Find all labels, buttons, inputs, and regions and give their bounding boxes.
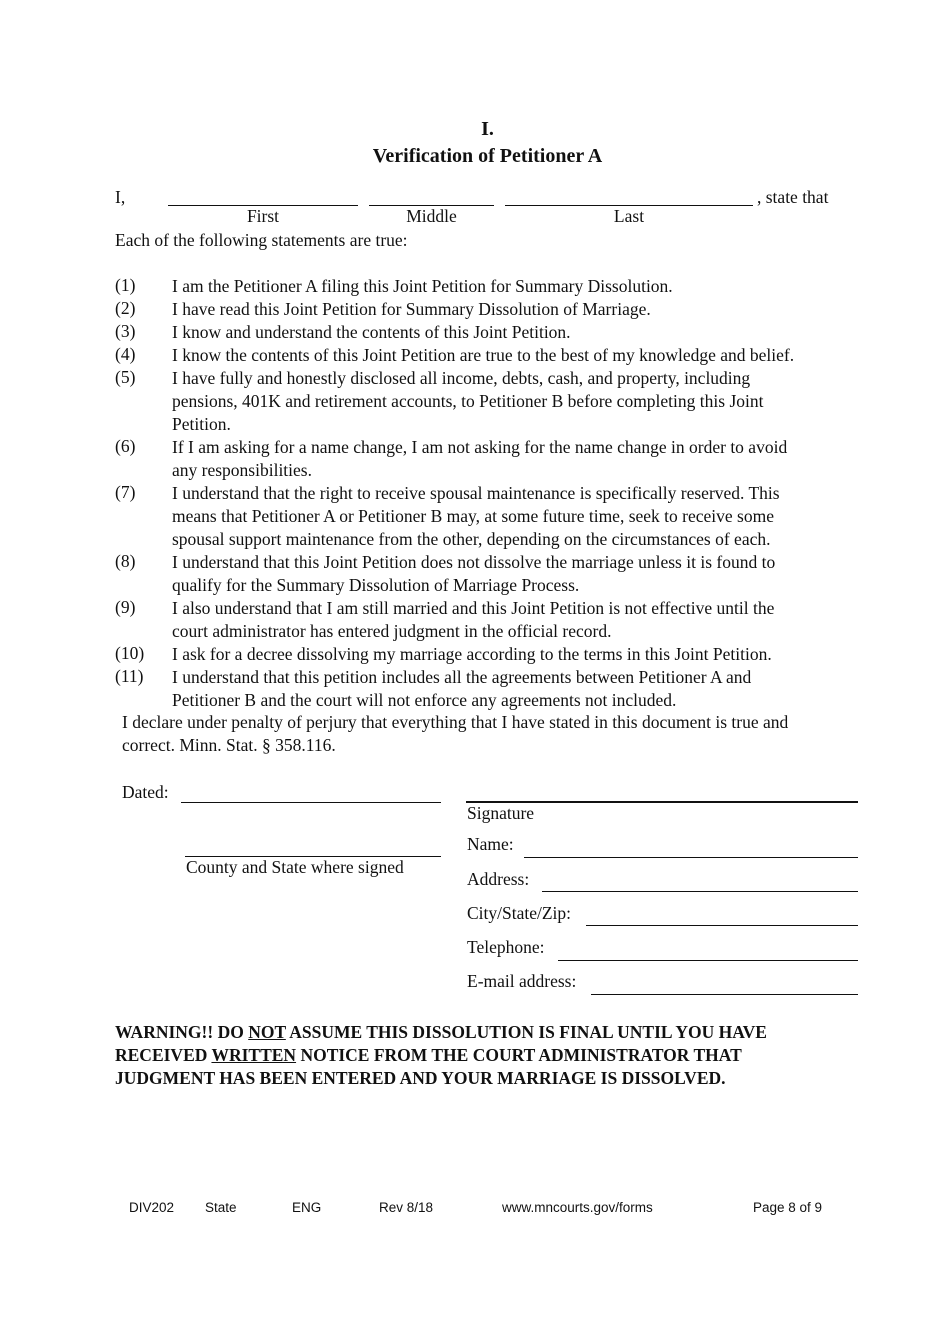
statement-number: (1) <box>115 275 136 295</box>
warning-emphasis: NOT <box>248 1022 286 1042</box>
warning-text: NOTICE FROM THE COURT ADMINISTRATOR THAT <box>296 1045 742 1065</box>
statement-text: If I am asking for a name change, I am not asking for the name change in order to avoid <box>172 437 788 457</box>
email-label: E-mail address: <box>467 971 577 991</box>
statement-number: (11) <box>115 666 144 686</box>
city-state-zip-field[interactable] <box>586 925 858 926</box>
statement-number: (9) <box>115 597 136 617</box>
dated-label: Dated: <box>122 782 169 802</box>
footer-page-number: Page 8 of 9 <box>753 1200 823 1215</box>
signature-label: Signature <box>467 803 535 823</box>
statement-text: qualify for the Summary Dissolution of Marriage Process. <box>172 575 580 595</box>
footer-language: ENG <box>292 1200 322 1215</box>
statement-text: pensions, 401K and retirement accounts, to Petitioner B before completing this Joint <box>172 391 764 411</box>
name-label: Name: <box>467 834 514 854</box>
dated-field[interactable] <box>181 802 441 803</box>
statement-text: I also understand that I am still married and this Joint Petition is not effective until the <box>172 598 775 618</box>
intro-suffix: , state that <box>757 187 829 207</box>
statement-text: Petitioner B and the court will not enforce any agreements not included. <box>172 690 677 710</box>
intro-lead: Each of the following statements are true: <box>115 230 408 250</box>
statement-number: (2) <box>115 298 136 318</box>
statement-text: spousal support maintenance from the other, depending on the circumstances of each. <box>172 529 771 549</box>
warning-line-1 <box>115 1021 767 1044</box>
statement-number: (10) <box>115 643 145 663</box>
middle-label: Middle <box>406 206 457 226</box>
statement-text: Petition. <box>172 414 231 434</box>
city-state-zip-label: City/State/Zip: <box>467 903 572 923</box>
declaration-line-1: I declare under penalty of perjury that everything that I have stated in this document is true and <box>122 712 789 732</box>
warning-text: WARNING!! DO <box>115 1022 249 1042</box>
page-title: Verification of Petitioner A <box>372 145 603 167</box>
telephone-field[interactable] <box>558 960 858 961</box>
footer-url[interactable]: www.mncourts.gov/forms <box>502 1200 653 1215</box>
statement-text: I understand that this petition includes all the agreements between Petitioner A and <box>172 667 752 687</box>
statement-text: I have fully and honestly disclosed all income, debts, cash, and property, including <box>172 368 751 388</box>
warning-emphasis: WRITTEN <box>211 1045 297 1065</box>
statement-text: I understand that the right to receive spousal maintenance is specifically reserved. This <box>172 483 780 503</box>
warning-line-2 <box>115 1044 742 1067</box>
statement-number: (4) <box>115 344 136 364</box>
footer-form-id: DIV202 <box>129 1200 175 1215</box>
statement-text: I ask for a decree dissolving my marriage according to the terms in this Joint Petition. <box>172 644 772 664</box>
county-label: County and State where signed <box>186 857 404 877</box>
statement-number: (6) <box>115 436 136 456</box>
address-label: Address: <box>467 869 530 889</box>
email-field[interactable] <box>591 994 858 995</box>
statement-text: I understand that this Joint Petition does not dissolve the marriage unless it is found to <box>172 552 776 572</box>
name-field[interactable] <box>524 857 858 858</box>
warning-text: RECEIVED <box>115 1045 212 1065</box>
statement-text: I have read this Joint Petition for Summary Dissolution of Marriage. <box>172 299 651 319</box>
intro-prefix: I, <box>115 187 126 207</box>
statement-text: any responsibilities. <box>172 460 312 480</box>
telephone-label: Telephone: <box>467 937 545 957</box>
statement-text: I know the contents of this Joint Petition are true to the best of my knowledge and belief. <box>172 345 795 365</box>
statement-text: court administrator has entered judgment in the official record. <box>172 621 612 641</box>
section-number: I. <box>481 118 494 140</box>
footer-revision: Rev 8/18 <box>379 1200 434 1215</box>
last-label: Last <box>613 206 645 226</box>
statement-text: I am the Petitioner A filing this Joint Petition for Summary Dissolution. <box>172 276 673 296</box>
statement-text: I know and understand the contents of this Joint Petition. <box>172 322 571 342</box>
declaration-line-2: correct. Minn. Stat. § 358.116. <box>122 735 336 755</box>
address-field[interactable] <box>542 891 858 892</box>
statement-number: (8) <box>115 551 136 571</box>
statement-text: means that Petitioner A or Petitioner B may, at some future time, seek to receive some <box>172 506 774 526</box>
warning-text: ASSUME THIS DISSOLUTION IS FINAL UNTIL YOU HAVE <box>285 1022 767 1042</box>
statement-number: (7) <box>115 482 136 502</box>
warning-line-3: JUDGMENT HAS BEEN ENTERED AND YOUR MARRIAGE IS DISSOLVED. <box>115 1068 726 1088</box>
statement-number: (3) <box>115 321 136 341</box>
statement-number: (5) <box>115 367 136 387</box>
first-label: First <box>246 206 280 226</box>
footer-jurisdiction: State <box>205 1200 237 1215</box>
